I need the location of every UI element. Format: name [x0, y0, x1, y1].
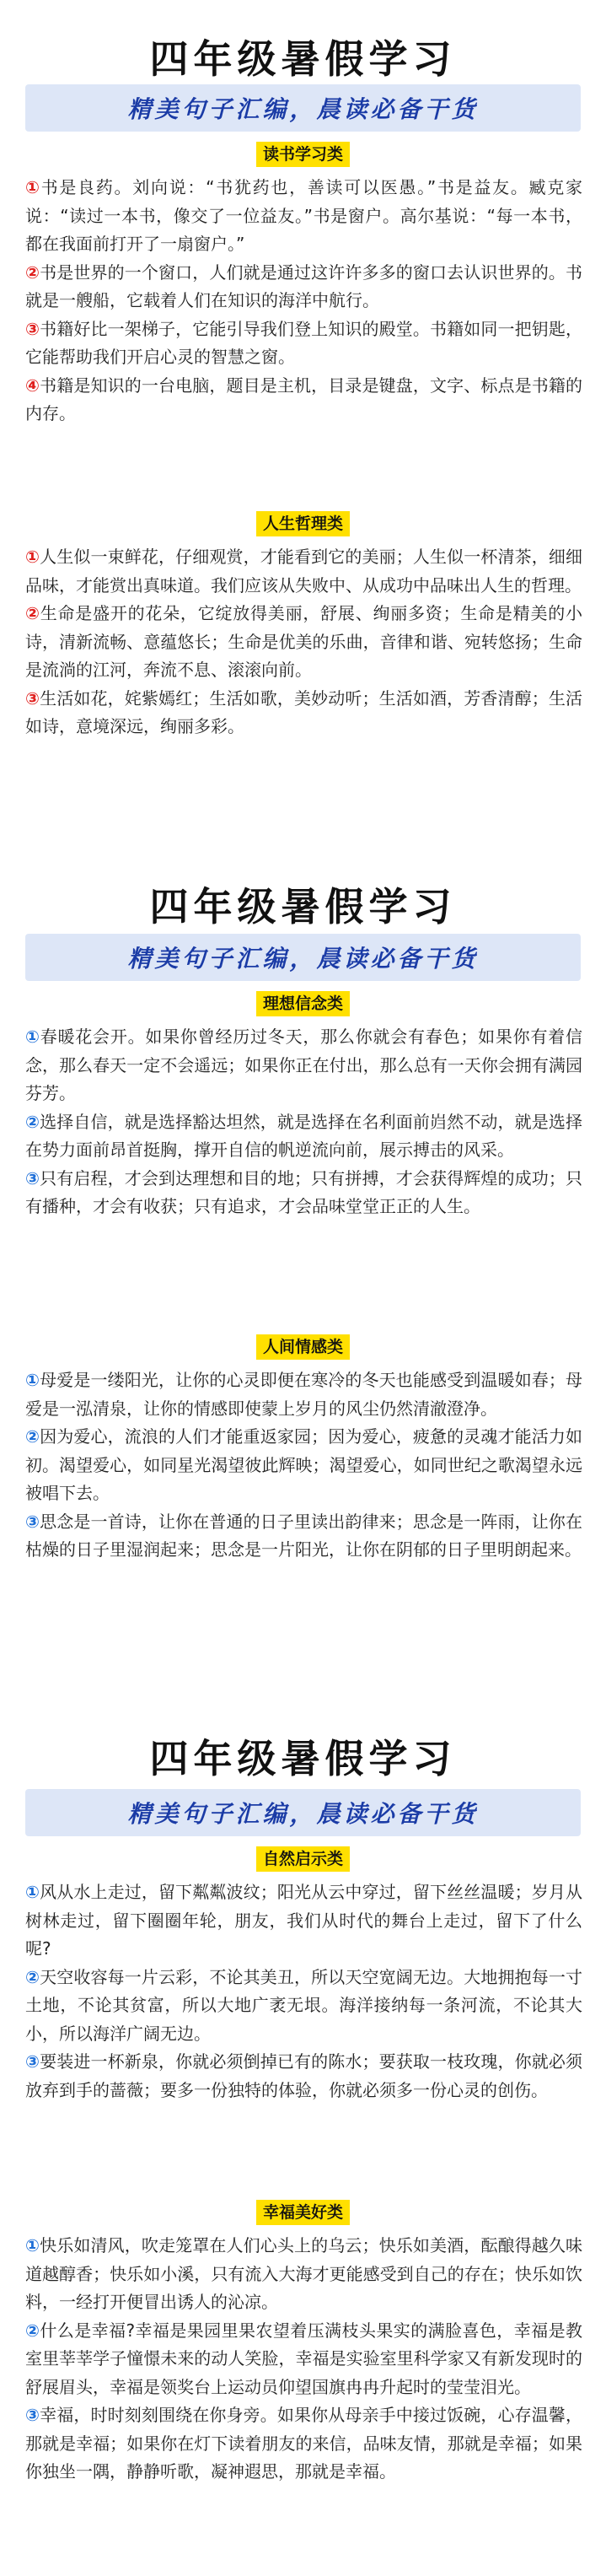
section-label: 理想信念类 — [256, 991, 350, 1016]
section-label-wrap — [0, 1846, 606, 1873]
section-label: 读书学习类 — [256, 142, 350, 167]
section-label-wrap — [0, 511, 606, 538]
paragraph — [25, 2232, 582, 2317]
item-number: ③ — [25, 318, 40, 339]
paragraph — [25, 2401, 582, 2487]
item-number: ② — [25, 2320, 40, 2341]
item-text: 幸福，时时刻刻围绕在你身旁。如果你从母亲手中接过饭碗，心存温馨，那就是幸福；如果你在灯下读着朋友的来信，品味友情，那就是幸福；如果你独坐一隅，静静听歌，凝神遐思，那就是幸福。 — [25, 2405, 582, 2482]
item-text: 选择自信，就是选择豁达坦然，就是选择在名利面前岿然不动，就是选择在势力面前昂首挺胸，撑开自信的帆逆流向前，展示搏击的风采。 — [25, 1111, 582, 1160]
item-number: ③ — [25, 2051, 40, 2072]
paragraph — [25, 600, 582, 685]
paragraph — [25, 372, 582, 428]
item-number: ③ — [25, 1511, 40, 1532]
doc-2 — [0, 881, 606, 1221]
item-text: 生活如花，姹紫嫣红；生活如歌，美妙动听；生活如酒，芳香清醇；生活如诗，意境深远，绚丽多彩。 — [25, 687, 582, 736]
item-number: ② — [25, 1966, 40, 1987]
item-text: 天空收容每一片云彩，不论其美丑，所以天空宽阔无边。大地拥抱每一寸土地，不论其贫富，所以大地广袤无垠。海洋接纳每一条河流，不论其大小，所以海洋广阔无边。 — [25, 1966, 582, 2044]
section-label: 自然启示类 — [256, 1846, 350, 1872]
item-number: ② — [25, 1426, 40, 1447]
item-text: 风从水上走过，留下粼粼波纹；阳光从云中穿过，留下丝丝温暖；岁月从树林走过，留下圈圈年轮，朋友，我们从时代的舞台上走过，留下了什么呢? — [25, 1882, 582, 1959]
item-number: ③ — [25, 2405, 40, 2425]
item-number: ④ — [25, 375, 40, 396]
item-number: ① — [25, 1027, 40, 1047]
item-text: 母爱是一缕阳光，让你的心灵即便在寒冷的冬天也能感受到温暖如春；母爱是一泓清泉，让你的情感即使蒙上岁月的风尘仍然清澈澄净。 — [25, 1370, 582, 1419]
item-text: 人生似一束鲜花，仔细观赏，才能看到它的美丽；人生似一杯清茶，细细品味，才能赏出真味道。我们应该从失败中、从成功中品味出人生的哲理。 — [25, 547, 582, 595]
item-number: ① — [25, 2235, 40, 2255]
paragraph — [25, 1423, 582, 1508]
item-text: 只有启程，才会到达理想和目的地；只有拼搏，才会获得辉煌的成功；只有播种，才会有收获；只有追求，才会品味堂堂正正的人生。 — [25, 1167, 582, 1216]
item-text: 书是世界的一个窗口，人们就是通过这许许多多的窗口去认识世界的。书就是一艘船，它载着人们在知识的海洋中航行。 — [25, 261, 582, 310]
section-label-wrap — [0, 142, 606, 169]
section-label: 幸福美好类 — [256, 2200, 350, 2225]
item-number: ② — [25, 603, 40, 623]
doc-3-part-2 — [0, 2190, 606, 2487]
paragraph — [25, 1108, 582, 1165]
item-number: ② — [25, 1111, 40, 1132]
paragraph — [25, 1023, 582, 1108]
section-label-wrap — [0, 1334, 606, 1361]
section-label-wrap — [0, 991, 606, 1018]
doc-title: 四年级暑假学习 — [149, 884, 457, 930]
paragraph — [25, 1165, 582, 1221]
subtitle-banner — [25, 84, 581, 132]
item-text: 书籍是知识的一台电脑，题目是主机，目录是键盘，文字、标点是书籍的内存。 — [25, 375, 582, 423]
item-text: 思念是一首诗，让你在普通的日子里读出韵律来；思念是一阵雨，让你在枯燥的日子里湿润起来；思念是一片阳光，让你在阴郁的日子里明朗起来。 — [25, 1511, 582, 1560]
paragraph — [25, 2317, 582, 2402]
subtitle-banner — [25, 1789, 581, 1836]
subtitle-text: 精美句子汇编，晨读必备干货 — [127, 945, 479, 973]
paragraph — [25, 685, 582, 741]
item-number: ③ — [25, 687, 40, 709]
paragraph — [25, 1878, 582, 1964]
paragraph — [25, 1964, 582, 2049]
doc-3 — [0, 1733, 606, 2104]
item-text: 书是良药。刘向说：“书犹药也，善读可以医愚。”书是益友。臧克家说：“读过一本书，像交了一位益友。”书是窗户。高尔基说：“每一本书，都在我面前打开了一扇窗户。” — [25, 177, 582, 254]
item-text: 因为爱心，流浪的人们才能重返家园；因为爱心，疲惫的灵魂才能活力如初。渴望爱心，如同星光渴望彼此辉映；渴望爱心，如同世纪之歌渴望永远被唱下去。 — [25, 1426, 582, 1503]
item-text: 要装进一杯新泉，你就必须倒掉已有的陈水；要获取一枝玫瑰，你就必须放弃到手的蔷薇；要多一份独特的体验，你就必须多一份心灵的创伤。 — [25, 2051, 582, 2100]
item-number: ① — [25, 547, 40, 567]
item-text: 快乐如清风，吹走笼罩在人们心头上的乌云；快乐如美酒，酝酿得越久味道越醇香；快乐如小溪，只有流入大海才更能感受到自己的存在；快乐如饮料，一经打开便冒出诱人的沁凉。 — [25, 2235, 582, 2312]
subtitle-banner — [25, 934, 581, 981]
doc-2-part-2 — [0, 1324, 606, 1565]
subtitle-text: 精美句子汇编，晨读必备干货 — [127, 95, 479, 123]
subtitle-text: 精美句子汇编，晨读必备干货 — [127, 1800, 479, 1828]
paragraph — [25, 1366, 582, 1423]
doc-title: 四年级暑假学习 — [149, 36, 457, 82]
doc-title: 四年级暑假学习 — [149, 1736, 457, 1781]
paragraph — [25, 315, 582, 372]
item-number: ① — [25, 1882, 40, 1902]
item-number: ① — [25, 1370, 40, 1390]
item-text: 生命是盛开的花朵，它绽放得美丽，舒展、绚丽多资；生命是精美的小诗，清新流畅、意蕴悠长；生命是优美的乐曲，音律和谐、宛转悠扬；生命是流淌的江河，奔流不息、滚滚向前。 — [25, 603, 583, 680]
item-number: ① — [25, 177, 41, 197]
doc-1-part-2 — [0, 501, 606, 741]
section-label-wrap — [0, 2200, 606, 2227]
item-text: 春暖花会开。如果你曾经历过冬天，那么你就会有春色；如果你有着信念，那么春天一定不会遥远；如果你正在付出，那么总有一天你会拥有满园芬芳。 — [25, 1027, 583, 1103]
item-number: ③ — [25, 1167, 40, 1188]
doc-1 — [0, 34, 606, 428]
section-label: 人间情感类 — [256, 1334, 350, 1360]
paragraph — [25, 2048, 582, 2104]
item-text: 什么是幸福?幸福是果园里果农望着压满枝头果实的满脸喜色，幸福是教室里莘莘学子憧憬未来的动人笑脸，幸福是实验室里科学家又有新发现时的舒展眉头，幸福是领奖台上运动员仰望国旗冉冉升起时的莹莹泪光。 — [25, 2320, 582, 2397]
paragraph — [25, 1508, 582, 1565]
paragraph — [25, 259, 582, 315]
item-text: 书籍好比一架梯子，它能引导我们登上知识的殿堂。书籍如同一把钥匙，它能帮助我们开启心灵的智慧之窗。 — [25, 318, 582, 367]
paragraph — [25, 543, 582, 600]
paragraph — [25, 174, 582, 259]
section-label: 人生哲理类 — [256, 511, 350, 536]
item-number: ② — [25, 261, 40, 283]
